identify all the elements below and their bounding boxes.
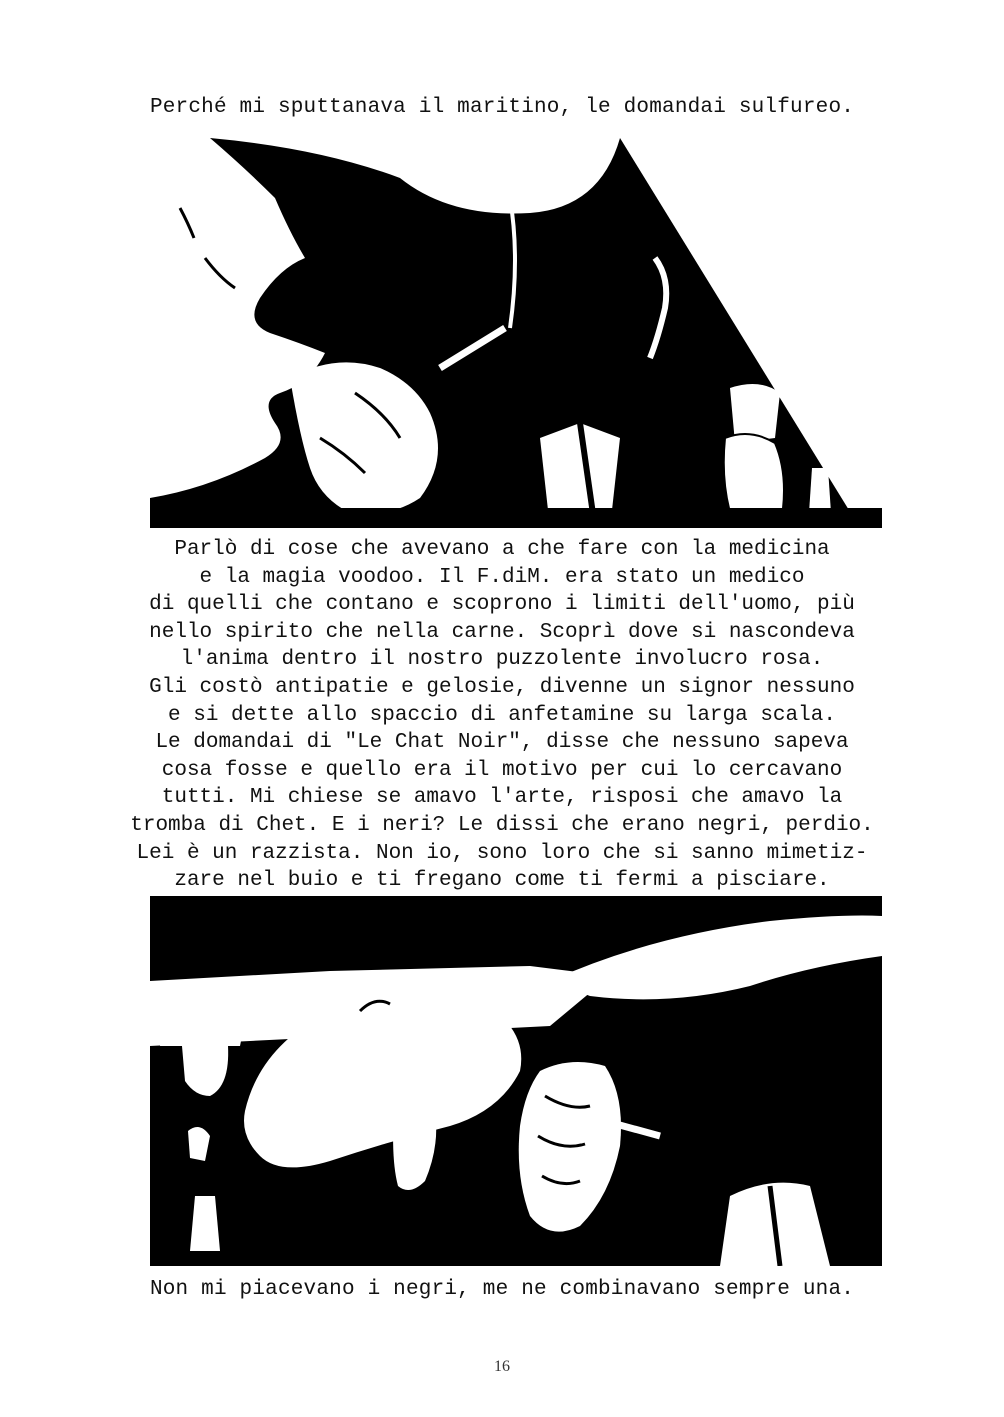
comic-panel-drinking-scene bbox=[150, 896, 882, 1266]
narration-line: tromba di Chet. E i neri? Le dissi che erano negri, perdio. bbox=[130, 813, 874, 837]
narration-line: l'anima dentro il nostro puzzolente involucro rosa. bbox=[180, 648, 824, 672]
narration-block bbox=[0, 536, 1004, 895]
narration-line: e la magia voodoo. Il F.diM. era stato un medico bbox=[199, 565, 805, 589]
narration-line: Le domandai di "Le Chat Noir", disse che nessuno sapeva bbox=[155, 731, 849, 755]
narration-line: tutti. Mi chiese se amavo l'arte, risposi che amavo la bbox=[161, 786, 843, 810]
panel-illustration-top bbox=[150, 138, 882, 528]
caption-top: Perché mi sputtanava il maritino, le domandai sulfureo. bbox=[149, 96, 855, 119]
page-number: 16 bbox=[494, 1358, 510, 1375]
narration-line: zare nel buio e ti fregano come ti fermi a pisciare. bbox=[174, 869, 830, 893]
narration-line: Parlò di cose che avevano a che fare con la medicina bbox=[174, 538, 830, 561]
comic-panel-bar-scene bbox=[150, 138, 882, 528]
narration-line: e si dette allo spaccio di anfetamine su larga scala. bbox=[168, 703, 836, 727]
narration-line: Lei è un razzista. Non io, sono loro che si sanno mimetiz- bbox=[136, 841, 868, 865]
narration-line: di quelli che contano e scoprono i limiti dell'uomo, più bbox=[149, 593, 855, 617]
narration-line: Gli costò antipatie e gelosie, divenne un signor nessuno bbox=[149, 675, 855, 699]
caption-bottom: Non mi piacevano i negri, me ne combinavano sempre una. bbox=[149, 1278, 855, 1301]
narration-line: cosa fosse e quello era il motivo per cui lo cercavano bbox=[161, 758, 843, 782]
narration-line: nello spirito che nella carne. Scoprì dove si nascondeva bbox=[149, 620, 855, 644]
panel-illustration-bottom bbox=[150, 896, 882, 1266]
